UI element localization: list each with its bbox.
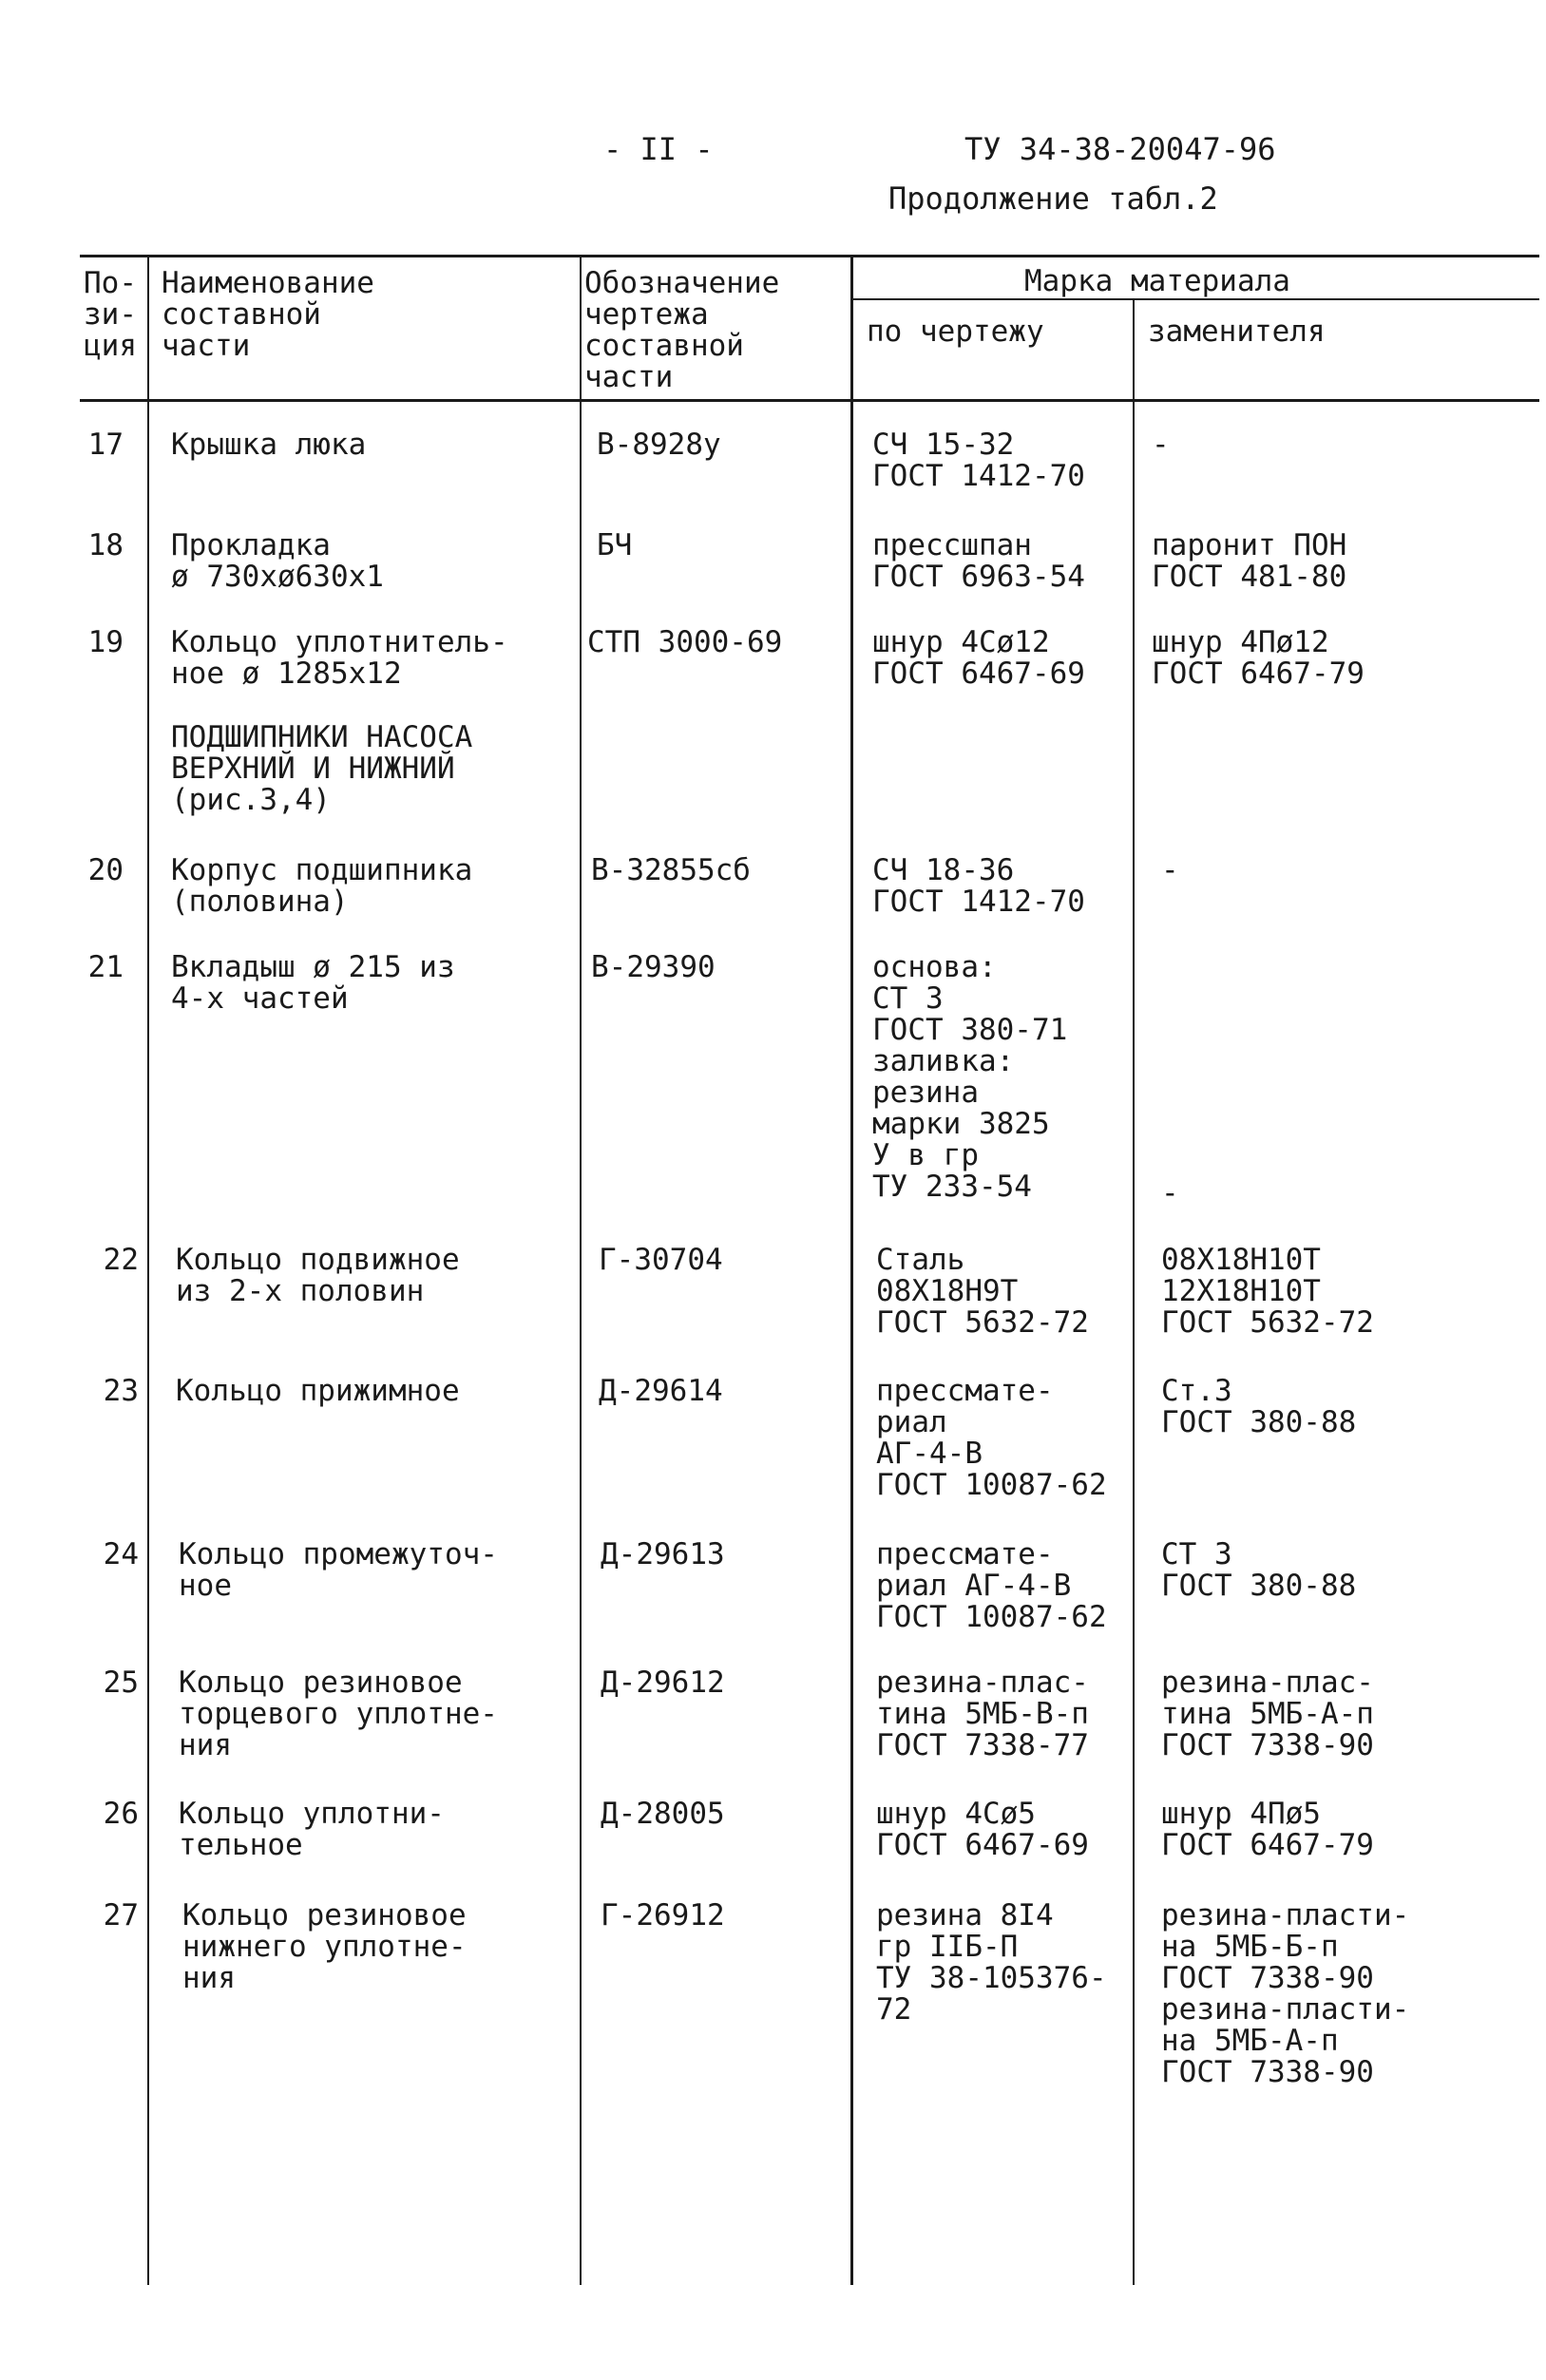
row-26-substitute: шнур 4Пø5 ГОСТ 6467-79 [1161,1797,1374,1862]
row-19-position: 19 [87,625,124,659]
row-18-drawing: БЧ [597,528,633,562]
row-19-material: шнур 4Сø12 ГОСТ 6467-69 [872,625,1085,691]
row-20-substitute: - [1161,853,1179,887]
row-22-material: Сталь 08Х18Н9Т ГОСТ 5632-72 [876,1243,1089,1340]
row-17-material: СЧ 15-32 ГОСТ 1412-70 [872,428,1085,493]
row-23-name: Кольцо прижимное [176,1374,460,1408]
column-divider-1 [147,257,149,2285]
row-21-substitute: - [1161,1176,1179,1210]
header-name: Наименование составной части [162,266,374,363]
row-25-material: резина-плас- тина 5МБ-В-п ГОСТ 7338-77 [876,1666,1089,1762]
column-divider-2 [580,257,582,2285]
row-19-substitute: шнур 4Пø12 ГОСТ 6467-79 [1152,625,1365,691]
row-27-substitute: резина-пласти- на 5МБ-Б-п ГОСТ 7338-90 резина-пласти- на 5МБ-А-п ГОСТ 7338-90 [1161,1898,1410,2089]
row-17-substitute: - [1152,428,1170,462]
header-drawing: Обозначение чертежа составной части [584,266,780,394]
row-20-position: 20 [87,853,124,887]
header-substitute: заменителя [1148,314,1326,349]
row-22-name: Кольцо подвижное из 2-х половин [176,1243,460,1308]
header-by-drawing: по чертежу [867,314,1044,349]
row-24-drawing: Д-29613 [601,1537,725,1571]
row-19-drawing: СТП 3000-69 [587,625,783,659]
row-27-material: резина 8I4 гр IIБ-П ТУ 38-105376- 72 [876,1898,1107,2027]
row-25-position: 25 [103,1666,139,1700]
row-18-material: прессшпан ГОСТ 6963-54 [872,528,1085,594]
row-23-drawing: Д-29614 [599,1374,723,1408]
row-26-material: шнур 4Сø5 ГОСТ 6467-69 [876,1797,1089,1862]
row-17-drawing: В-8928у [597,428,721,462]
row-17-position: 17 [87,428,124,462]
row-18-substitute: паронит ПОН ГОСТ 481-80 [1152,528,1347,594]
row-23-material: прессмате- риал АГ-4-В ГОСТ 10087-62 [876,1374,1107,1502]
row-20-material: СЧ 18-36 ГОСТ 1412-70 [872,853,1085,919]
row-21-material: основа: СТ 3 ГОСТ 380-71 заливка: резина марки 3825 У в гр ТУ 233-54 [872,950,1068,1204]
row-17-name: Крышка люка [171,428,367,462]
table-continuation-label: Продолжение табл.2 [888,181,1218,217]
header-position: По- зи- ция [84,266,137,363]
page-number: - II - [603,131,714,167]
row-22-substitute: 08Х18Н10Т 12Х18Н10Т ГОСТ 5632-72 [1161,1243,1374,1340]
row-23-position: 23 [103,1374,139,1408]
table-top-rule [80,255,1539,257]
row-25-substitute: резина-плас- тина 5МБ-А-п ГОСТ 7338-90 [1161,1666,1374,1762]
row-18-position: 18 [87,528,124,562]
row-20-name: Корпус подшипника (половина) [171,853,473,919]
row-26-position: 26 [103,1797,139,1831]
column-divider-3 [850,257,853,2285]
row-27-drawing: Г-26912 [601,1898,725,1933]
section-heading-pump-bearings: ПОДШИПНИКИ НАСОСА ВЕРХНИЙ И НИЖНИЙ (рис.3,4) [171,720,473,817]
row-21-position: 21 [87,950,124,984]
row-22-position: 22 [103,1243,139,1277]
header-bottom-rule [80,399,1539,402]
row-27-position: 27 [103,1898,139,1933]
material-subheader-rule [850,298,1539,300]
column-divider-4 [1133,300,1135,2285]
row-19-name: Кольцо уплотнитель- ное ø 1285x12 [171,625,508,691]
row-25-name: Кольцо резиновое торцевого уплотне- ния [179,1666,498,1762]
row-26-drawing: Д-28005 [601,1797,725,1831]
row-22-drawing: Г-30704 [599,1243,723,1277]
row-20-drawing: В-32855сб [591,853,751,887]
header-material-group: Марка материала [1024,264,1290,298]
row-24-substitute: СТ 3 ГОСТ 380-88 [1161,1537,1357,1603]
row-21-name: Вкладыш ø 215 из 4-х частей [171,950,455,1016]
row-27-name: Кольцо резиновое нижнего уплотне- ния [182,1898,467,1995]
row-25-drawing: Д-29612 [601,1666,725,1700]
row-24-material: прессмате- риал АГ-4-В ГОСТ 10087-62 [876,1537,1107,1634]
row-24-name: Кольцо промежуточ- ное [179,1537,498,1603]
row-26-name: Кольцо уплотни- тельное [179,1797,445,1862]
row-21-drawing: В-29390 [591,950,716,984]
row-18-name: Прокладка ø 730xø630x1 [171,528,384,594]
document-code: ТУ 34-38-20047-96 [964,131,1276,167]
row-23-substitute: Ст.3 ГОСТ 380-88 [1161,1374,1357,1439]
row-24-position: 24 [103,1537,139,1571]
